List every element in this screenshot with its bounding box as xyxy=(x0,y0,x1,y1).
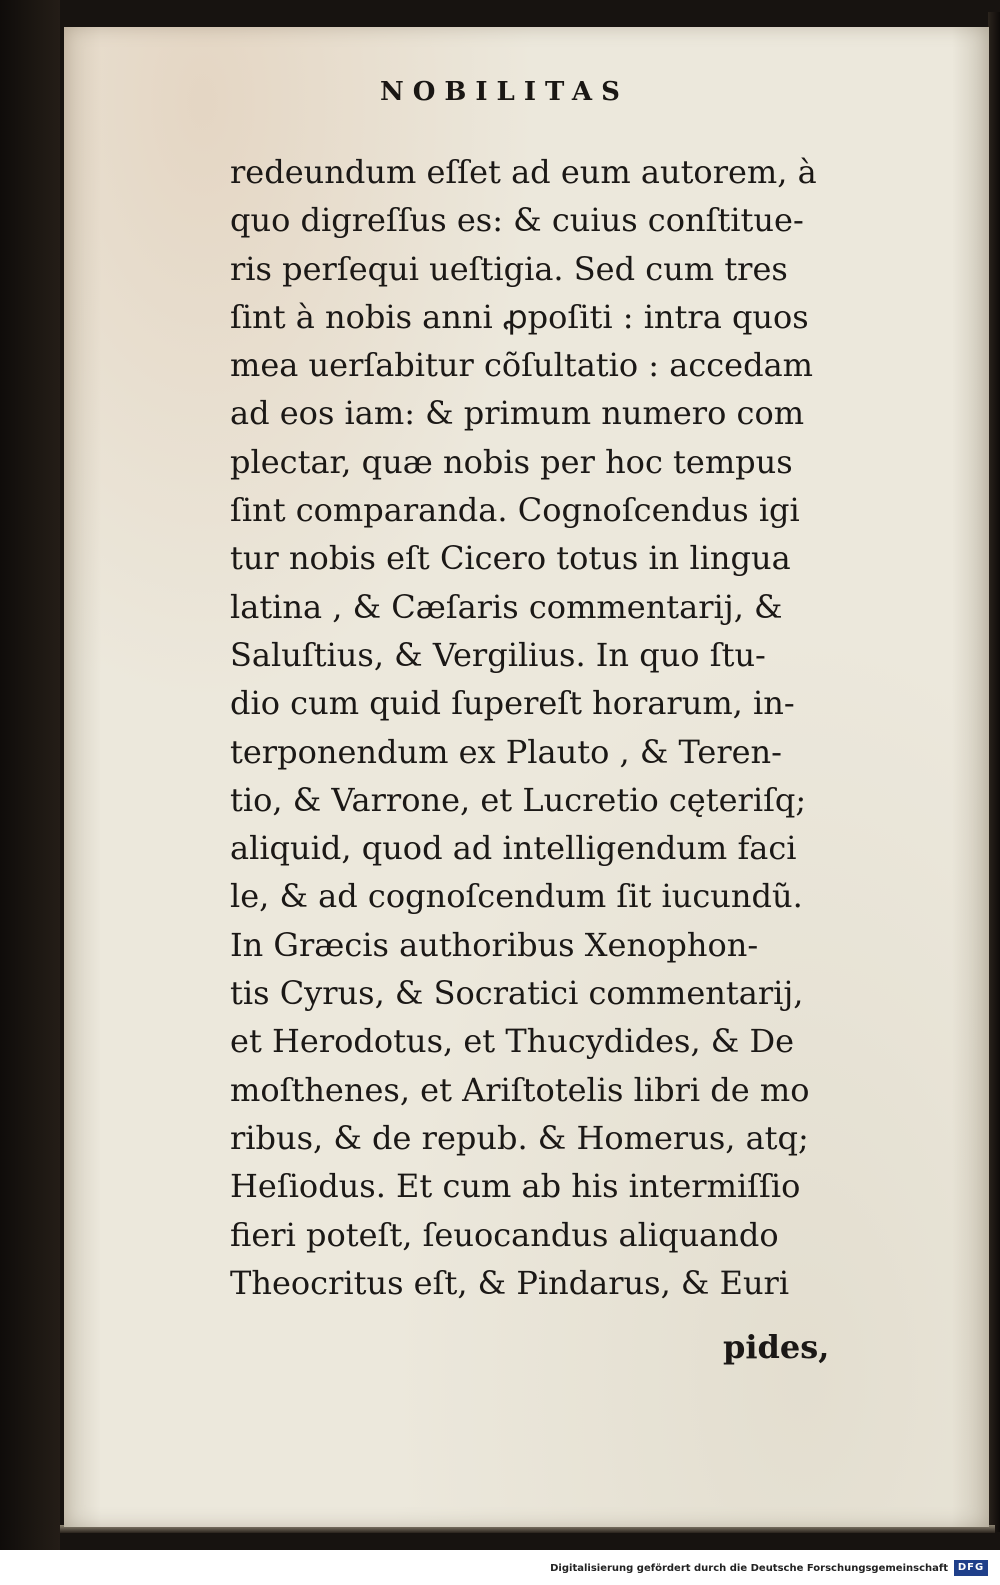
text-line-15: aliquid, quod ad intelligendum faci xyxy=(230,829,797,868)
text-line-11: Saluſtius, & Vergilius. In quo ſtu- xyxy=(230,635,766,674)
text-line-19: et Herodotus, et Thucydides, & De xyxy=(230,1022,795,1061)
text-line-20: moſthenes, et Ariſtotelis libri de mo xyxy=(230,1070,810,1109)
text-line-16: le, & ad cognoſcendum ſit iucundũ. xyxy=(230,877,803,916)
funding-credit: Digitalisierung gefördert durch die Deutsche Forschungsgemeinschaft xyxy=(550,1563,948,1574)
text-line-12: dio cum quid ſupereſt horarum, in- xyxy=(230,684,795,723)
text-line-5: mea uerſabitur cõſultatio : accedam xyxy=(230,346,814,385)
text-line-8: ſint comparanda. Cognoſcendus igi xyxy=(230,491,800,530)
text-line-2: quo digreſſus es: & cuius conſtitue- xyxy=(230,201,804,240)
text-line-9: tur nobis eſt Cicero totus in lingua xyxy=(230,539,791,578)
text-line-1: redeundum eſſet ad eum autorem, à xyxy=(230,153,817,191)
text-line-22: Heſiodus. Et cum ab his intermiſſio xyxy=(230,1167,801,1206)
text-line-4: ſint à nobis anni ꝓpoſiti : intra quos xyxy=(230,297,809,336)
text-line-21: ribus, & de repub. & Homerus, atq; xyxy=(230,1118,809,1157)
text-line-23: fieri poteſt, ſeuocandus aliquando xyxy=(230,1215,779,1254)
text-line-6: ad eos iam: & primum numero com xyxy=(230,394,805,433)
running-head: NOBILITAS xyxy=(380,77,629,107)
text-line-10: latina , & Cæſaris commentarij, & xyxy=(230,587,783,626)
page-right-edge xyxy=(988,12,1000,1532)
text-line-18: tis Cyrus, & Socratici commentarij, xyxy=(230,974,804,1013)
catchword: pides, xyxy=(723,1328,830,1366)
dfg-logo-icon: DFG xyxy=(954,1560,988,1576)
text-line-17: In Græcis authoribus Xenophon- xyxy=(230,925,759,964)
spine-shadow xyxy=(0,0,60,1550)
body-text xyxy=(230,148,880,1307)
text-line-14: tio, & Varrone, et Lucretio cęteriſq; xyxy=(230,780,807,819)
text-line-24: Theocritus eſt, & Pindarus, & Euri xyxy=(230,1263,790,1302)
text-line-13: terponendum ex Plauto , & Teren- xyxy=(230,732,782,771)
text-line-3: ris perſequi ueſtigia. Sed cum tres xyxy=(230,249,788,288)
text-line-7: plectar, quæ nobis per hoc tempus xyxy=(230,442,793,481)
